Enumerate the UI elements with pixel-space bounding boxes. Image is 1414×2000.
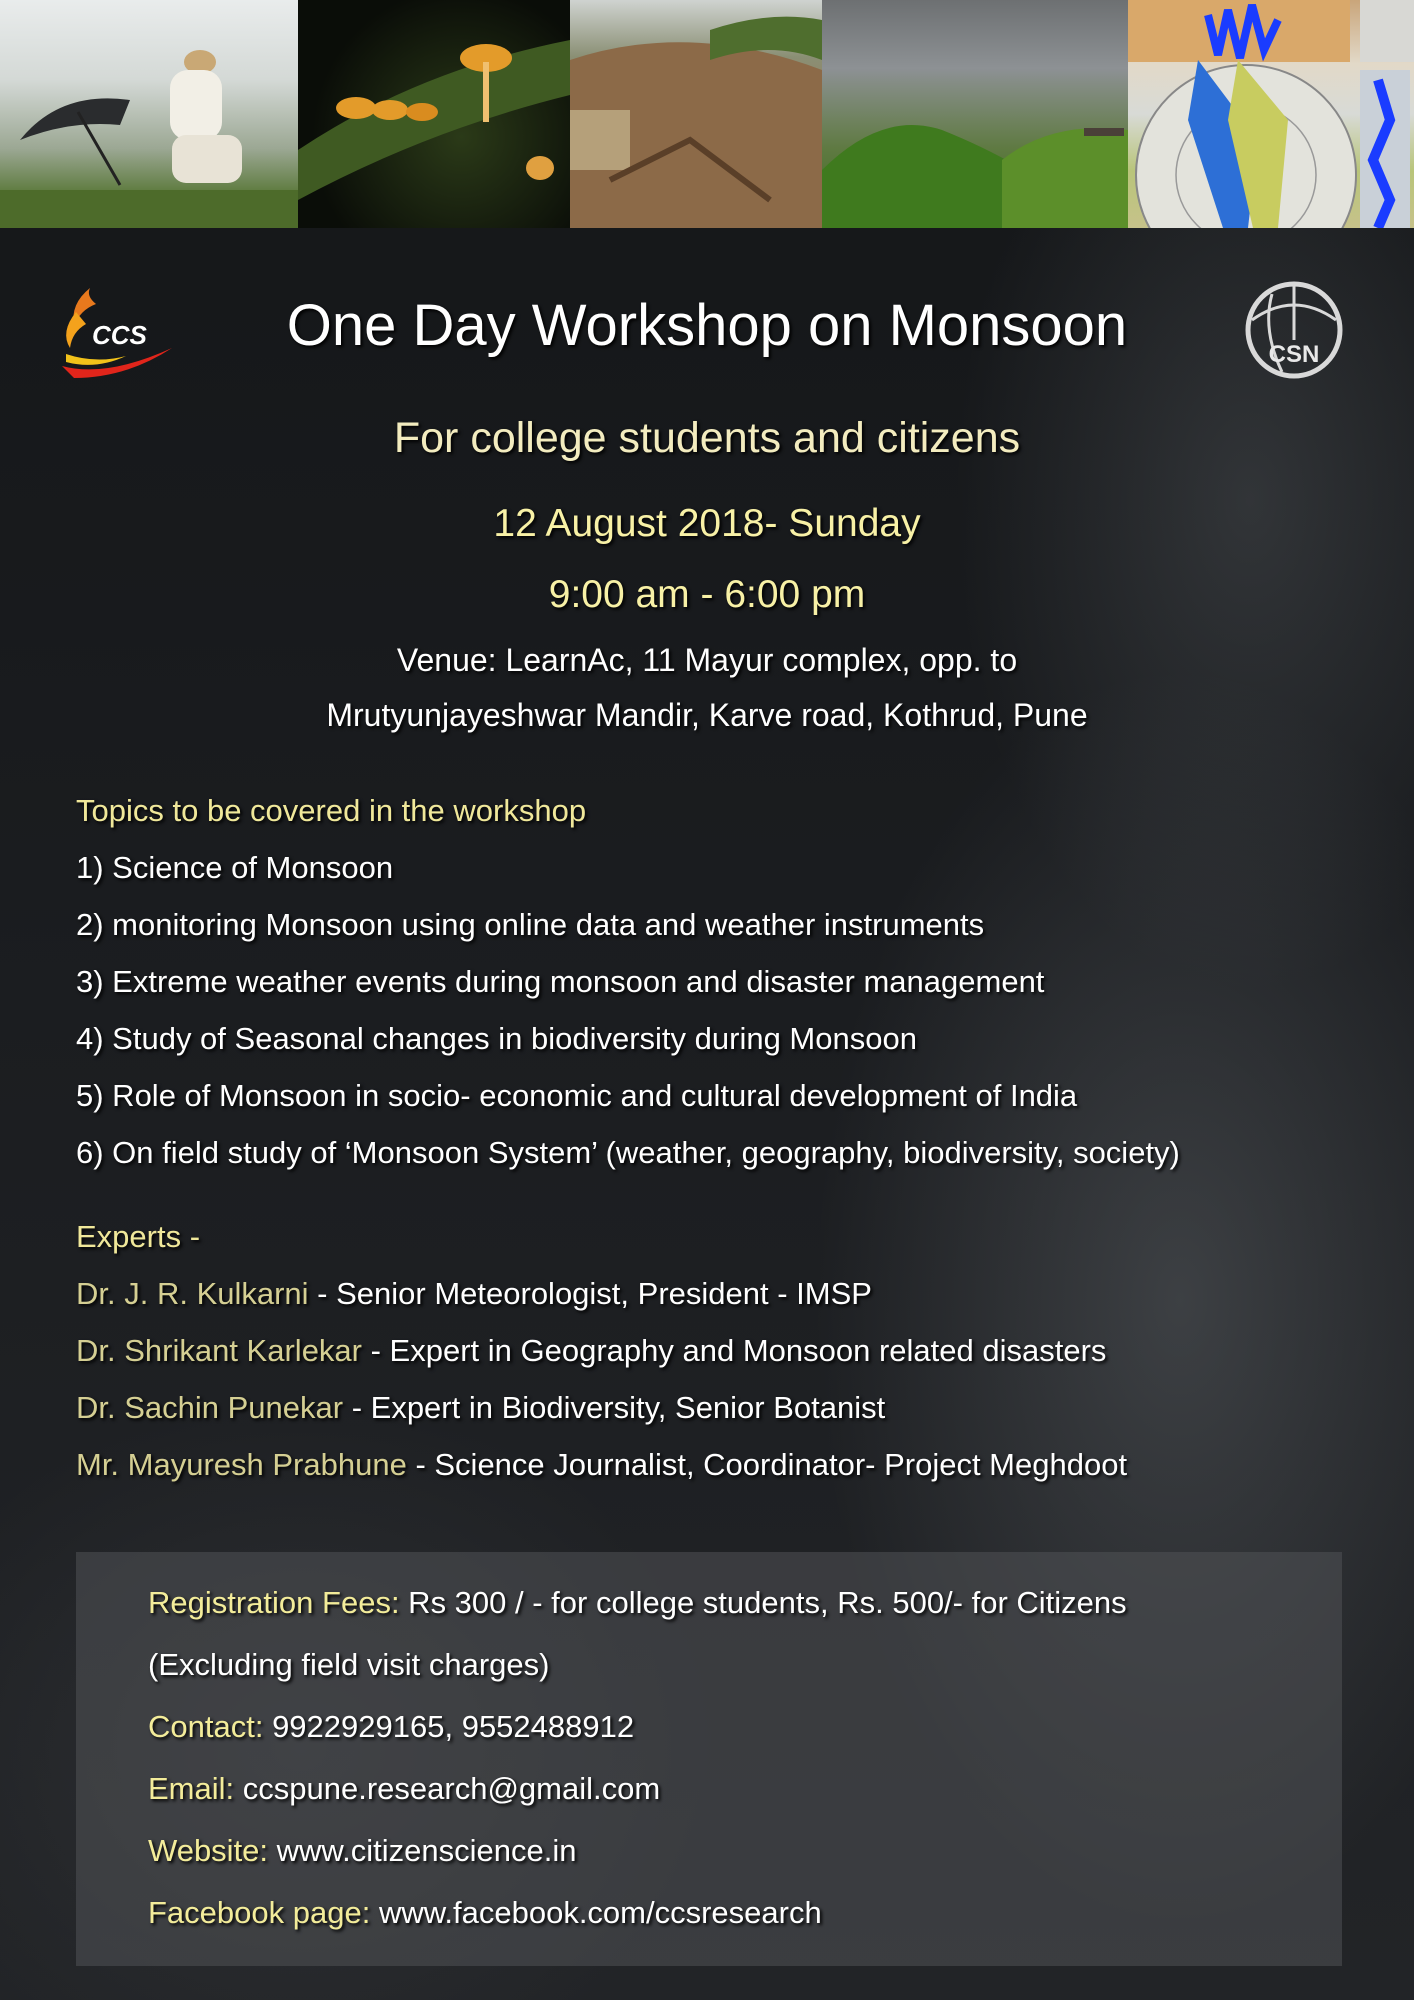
facebook-label: Facebook page: (148, 1895, 371, 1930)
csn-logo (1232, 280, 1356, 380)
topic-item: 2) monitoring Monsoon using online data and weather instruments (76, 907, 985, 942)
expert-role: - Expert in Geography and Monsoon related disasters (362, 1333, 1107, 1368)
topics-heading: Topics to be covered in the workshop (76, 793, 587, 828)
topics-section (76, 782, 1180, 1181)
topic-item: 1) Science of Monsoon (76, 850, 394, 885)
contact-phone[interactable]: 9922929165, 9552488912 (263, 1709, 635, 1744)
expert-name: Dr. Sachin Punekar (76, 1390, 344, 1425)
venue-line-1: Venue: LearnAc, 11 Mayur complex, opp. to (396, 642, 1018, 678)
audience-subtitle: For college students and citizens (393, 414, 1021, 462)
email (148, 1758, 1127, 1820)
expert-role: - Science Journalist, Coordinator- Project Meghdoot (406, 1447, 1128, 1482)
page-title: One Day Workshop on Monsoon (286, 293, 1128, 358)
expert-name: Mr. Mayuresh Prabhune (76, 1447, 407, 1482)
event-date: 12 August 2018- Sunday (493, 502, 921, 545)
facebook-link[interactable]: www.facebook.com/ccsresearch (370, 1895, 822, 1930)
website-label: Website: (148, 1833, 269, 1868)
email-link[interactable]: ccspune.research@gmail.com (234, 1771, 661, 1806)
csn-logo-text: CSN (1268, 341, 1320, 368)
email-label: Email: (148, 1771, 235, 1806)
expert-role: - Senior Meteorologist, President - IMSP (308, 1276, 872, 1311)
experts-heading: Experts - (76, 1219, 201, 1254)
photo-green-hills (822, 0, 1128, 228)
expert-item (76, 1322, 1127, 1379)
fees-label: Registration Fees: (148, 1585, 400, 1620)
contact-label: Contact: (148, 1709, 264, 1744)
fees-note: (Excluding field visit charges) (148, 1647, 550, 1682)
photo-strip (0, 0, 1414, 228)
expert-role: - Expert in Biodiversity, Senior Botanist (343, 1390, 886, 1425)
topic-item: 5) Role of Monsoon in socio- economic and cultural development of India (76, 1078, 1078, 1113)
website-link[interactable]: www.citizenscience.in (268, 1833, 577, 1868)
expert-name: Dr. Shrikant Karlekar (76, 1333, 362, 1368)
topic-item: 6) On field study of ‘Monsoon System’ (weather, geography, biodiversity, society) (76, 1135, 1180, 1170)
expert-item (76, 1265, 1127, 1322)
experts-section (76, 1208, 1127, 1493)
registration-fees (148, 1572, 1127, 1634)
topic-item: 3) Extreme weather events during monsoon and disaster management (76, 964, 1045, 999)
ccs-logo-text: CCS (92, 320, 147, 350)
expert-name: Dr. J. R. Kulkarni (76, 1276, 309, 1311)
expert-item (76, 1379, 1127, 1436)
photo-mushrooms (298, 0, 570, 228)
venue-line-2: Mrutyunjayeshwar Mandir, Karve road, Kothrud, Pune (326, 697, 1088, 733)
facebook (148, 1882, 1127, 1944)
fees-value: Rs 300 / - for college students, Rs. 500/- for Citizens (399, 1585, 1127, 1620)
website (148, 1820, 1127, 1882)
registration-info (148, 1572, 1127, 1944)
topic-item: 4) Study of Seasonal changes in biodiversity during Monsoon (76, 1021, 917, 1056)
photo-farmer-with-umbrella (0, 0, 298, 228)
ccs-logo (56, 282, 178, 382)
expert-item (76, 1436, 1127, 1493)
photo-radar-imagery (1128, 0, 1414, 228)
photo-landslide (570, 0, 822, 228)
contact (148, 1696, 1127, 1758)
event-time: 9:00 am - 6:00 pm (548, 573, 866, 616)
